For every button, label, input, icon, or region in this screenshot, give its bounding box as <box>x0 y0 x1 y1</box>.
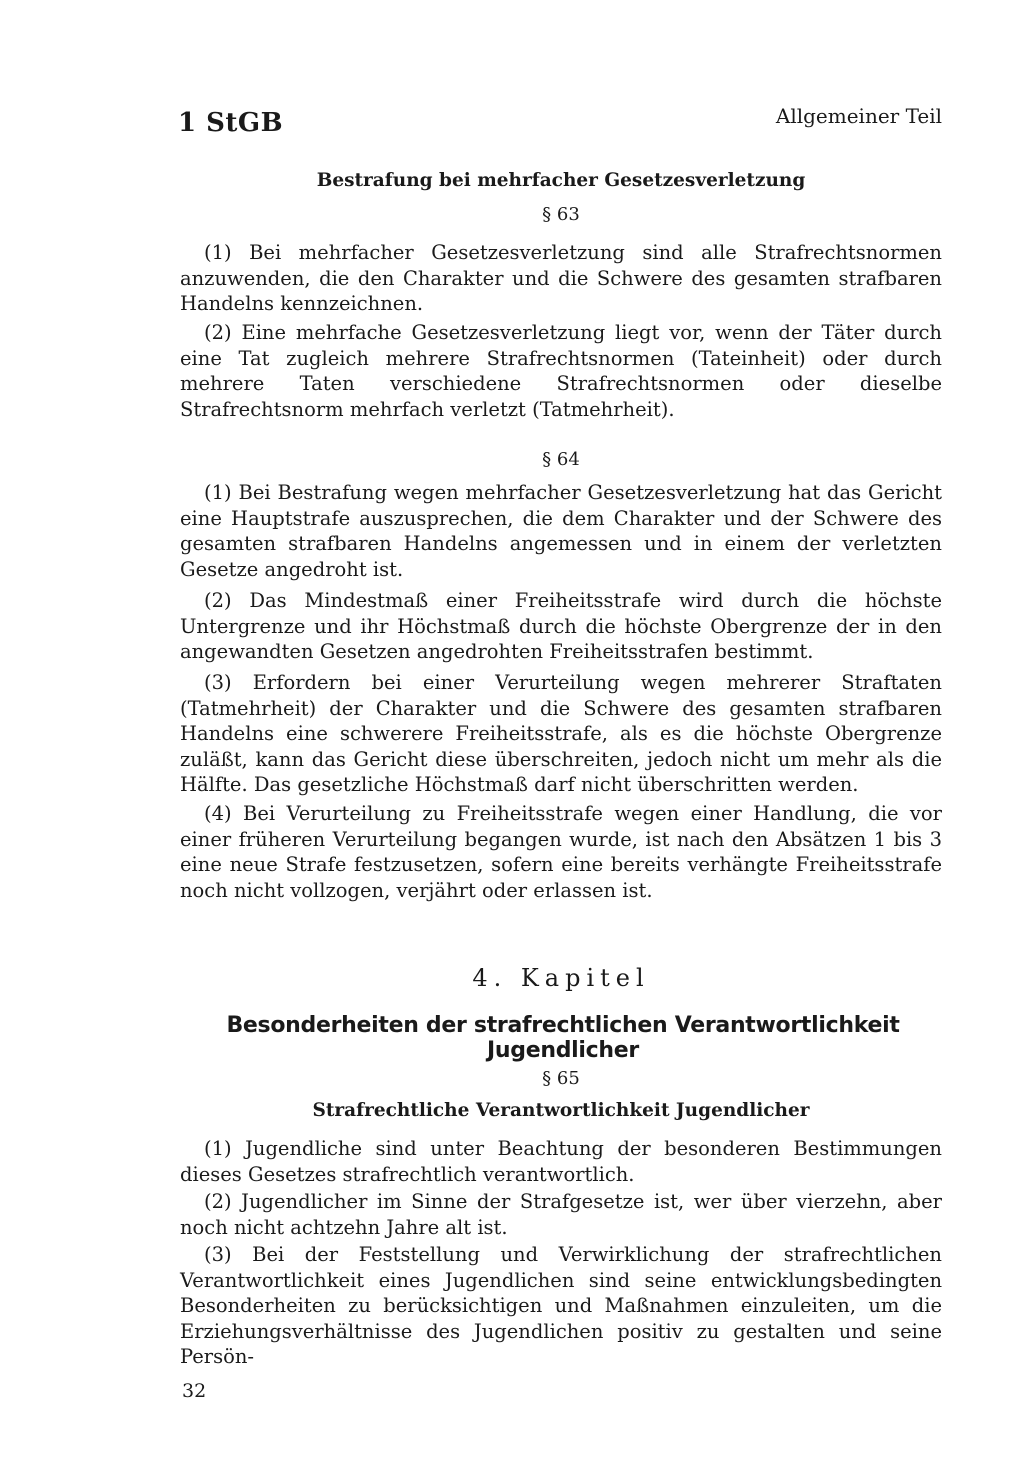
section-63-title: Bestrafung bei mehrfacher Gesetzesverletzung <box>316 170 806 191</box>
section-64-para-2-wrap <box>180 588 942 665</box>
section-65-sign-wrap <box>180 1068 942 1089</box>
section-64-para-1: (1) Bei Bestrafung wegen mehrfacher Gesetzesverletzung hat das Gericht eine Hauptstrafe auszusprechen, die dem Charakter und der Schwere des gesamten strafbaren Handelns angemessen und in einem der verletzten Gesetze angedroht ist. <box>180 481 942 581</box>
chapter-label-wrap <box>180 964 942 992</box>
section-64-sign-wrap <box>180 449 942 470</box>
section-64-para-2: (2) Das Mindestmaß einer Freiheitsstrafe wird durch die höchste Untergrenze und ihr Höchstmaß durch die höchste Obergrenze der in den angewandten Gesetzen angedrohten Freiheitsstrafen bestimmt. <box>180 589 942 663</box>
section-65-para-3-wrap <box>180 1242 942 1370</box>
section-64-para-3: (3) Erfordern bei einer Verurteilung wegen mehrerer Straftaten (Tatmehrheit) der Charakter und die Schwere des gesamten strafbaren Handelns eine schwerere Freiheitsstrafe, als es die höchste Obergrenze zuläßt, kann das Gericht diese überschreiten, jedoch nicht um mehr als die Hälfte. Das gesetzliche Höchstmaß darf nicht überschritten werden. <box>180 671 942 796</box>
section-64-para-1-wrap <box>180 480 942 582</box>
section-64-para-4-wrap <box>180 801 942 903</box>
section-63-para-1-wrap <box>180 240 942 317</box>
section-63-para-2-wrap <box>180 320 942 422</box>
chapter-title: Besonderheiten der strafrechtlichen Verantwortlichkeit Jugendlicher <box>226 1013 900 1063</box>
section-65-title-wrap <box>180 1100 942 1121</box>
section-63-para-2: (2) Eine mehrfache Gesetzesverletzung liegt vor, wenn der Täter durch eine Tat zugleich mehrere Strafrechtsnormen (Tateinheit) oder durch mehrere Taten verschiedene Strafrechtsnormen oder dieselbe Strafrechtsnorm mehrfach verletzt (Tatmehrheit). <box>180 321 942 421</box>
section-64-para-3-wrap <box>180 670 942 798</box>
section-64-para-4: (4) Bei Verurteilung zu Freiheitsstrafe wegen einer Handlung, die vor einer früheren Verurteilung begangen wurde, ist nach den Absätzen 1 bis 3 eine neue Strafe festzusetzen, sofern eine bereits verhängte Freiheitsstrafe noch nicht vollzogen, verjährt oder erlassen ist. <box>180 802 942 902</box>
section-65-para-2: (2) Jugendlicher im Sinne der Strafgesetze ist, wer über vierzehn, aber noch nicht achtzehn Jahre alt ist. <box>180 1190 942 1239</box>
section-65-para-3: (3) Bei der Feststellung und Verwirklichung der strafrechtlichen Verantwortlichkeit eines Jugendlichen sind seine entwicklungsbedingten Besonderheiten zu berücksichtigen und Maßnahmen einzuleiten, um die Erziehungsverhältnisse des Jugendlichen positiv zu gestalten und seine Persön- <box>180 1243 942 1368</box>
page-number: 32 <box>182 1380 207 1402</box>
section-63-para-1: (1) Bei mehrfacher Gesetzesverletzung sind alle Strafrechtsnormen anzuwenden, die den Charakter und die Schwere des gesamten strafbaren Handelns kennzeichnen. <box>180 241 942 315</box>
section-65-para-2-wrap <box>180 1189 942 1240</box>
section-63 <box>180 170 942 191</box>
section-63-sign-wrap <box>180 204 942 225</box>
section-65-para-1: (1) Jugendliche sind unter Beachtung der besonderen Bestimmungen dieses Gesetzes strafrechtlich verantwortlich. <box>180 1137 942 1186</box>
section-64-sign: § 64 <box>542 449 580 470</box>
chapter-title-wrap <box>168 1013 958 1063</box>
header-part: Allgemeiner Teil <box>775 104 942 128</box>
chapter-label: 4. Kapitel <box>472 964 650 992</box>
section-63-sign: § 63 <box>542 204 580 225</box>
section-65-sign: § 65 <box>542 1068 580 1089</box>
header-code: 1 StGB <box>178 108 284 138</box>
section-65-para-1-wrap <box>180 1136 942 1187</box>
section-65-title: Strafrechtliche Verantwortlichkeit Jugendlicher <box>312 1100 810 1121</box>
